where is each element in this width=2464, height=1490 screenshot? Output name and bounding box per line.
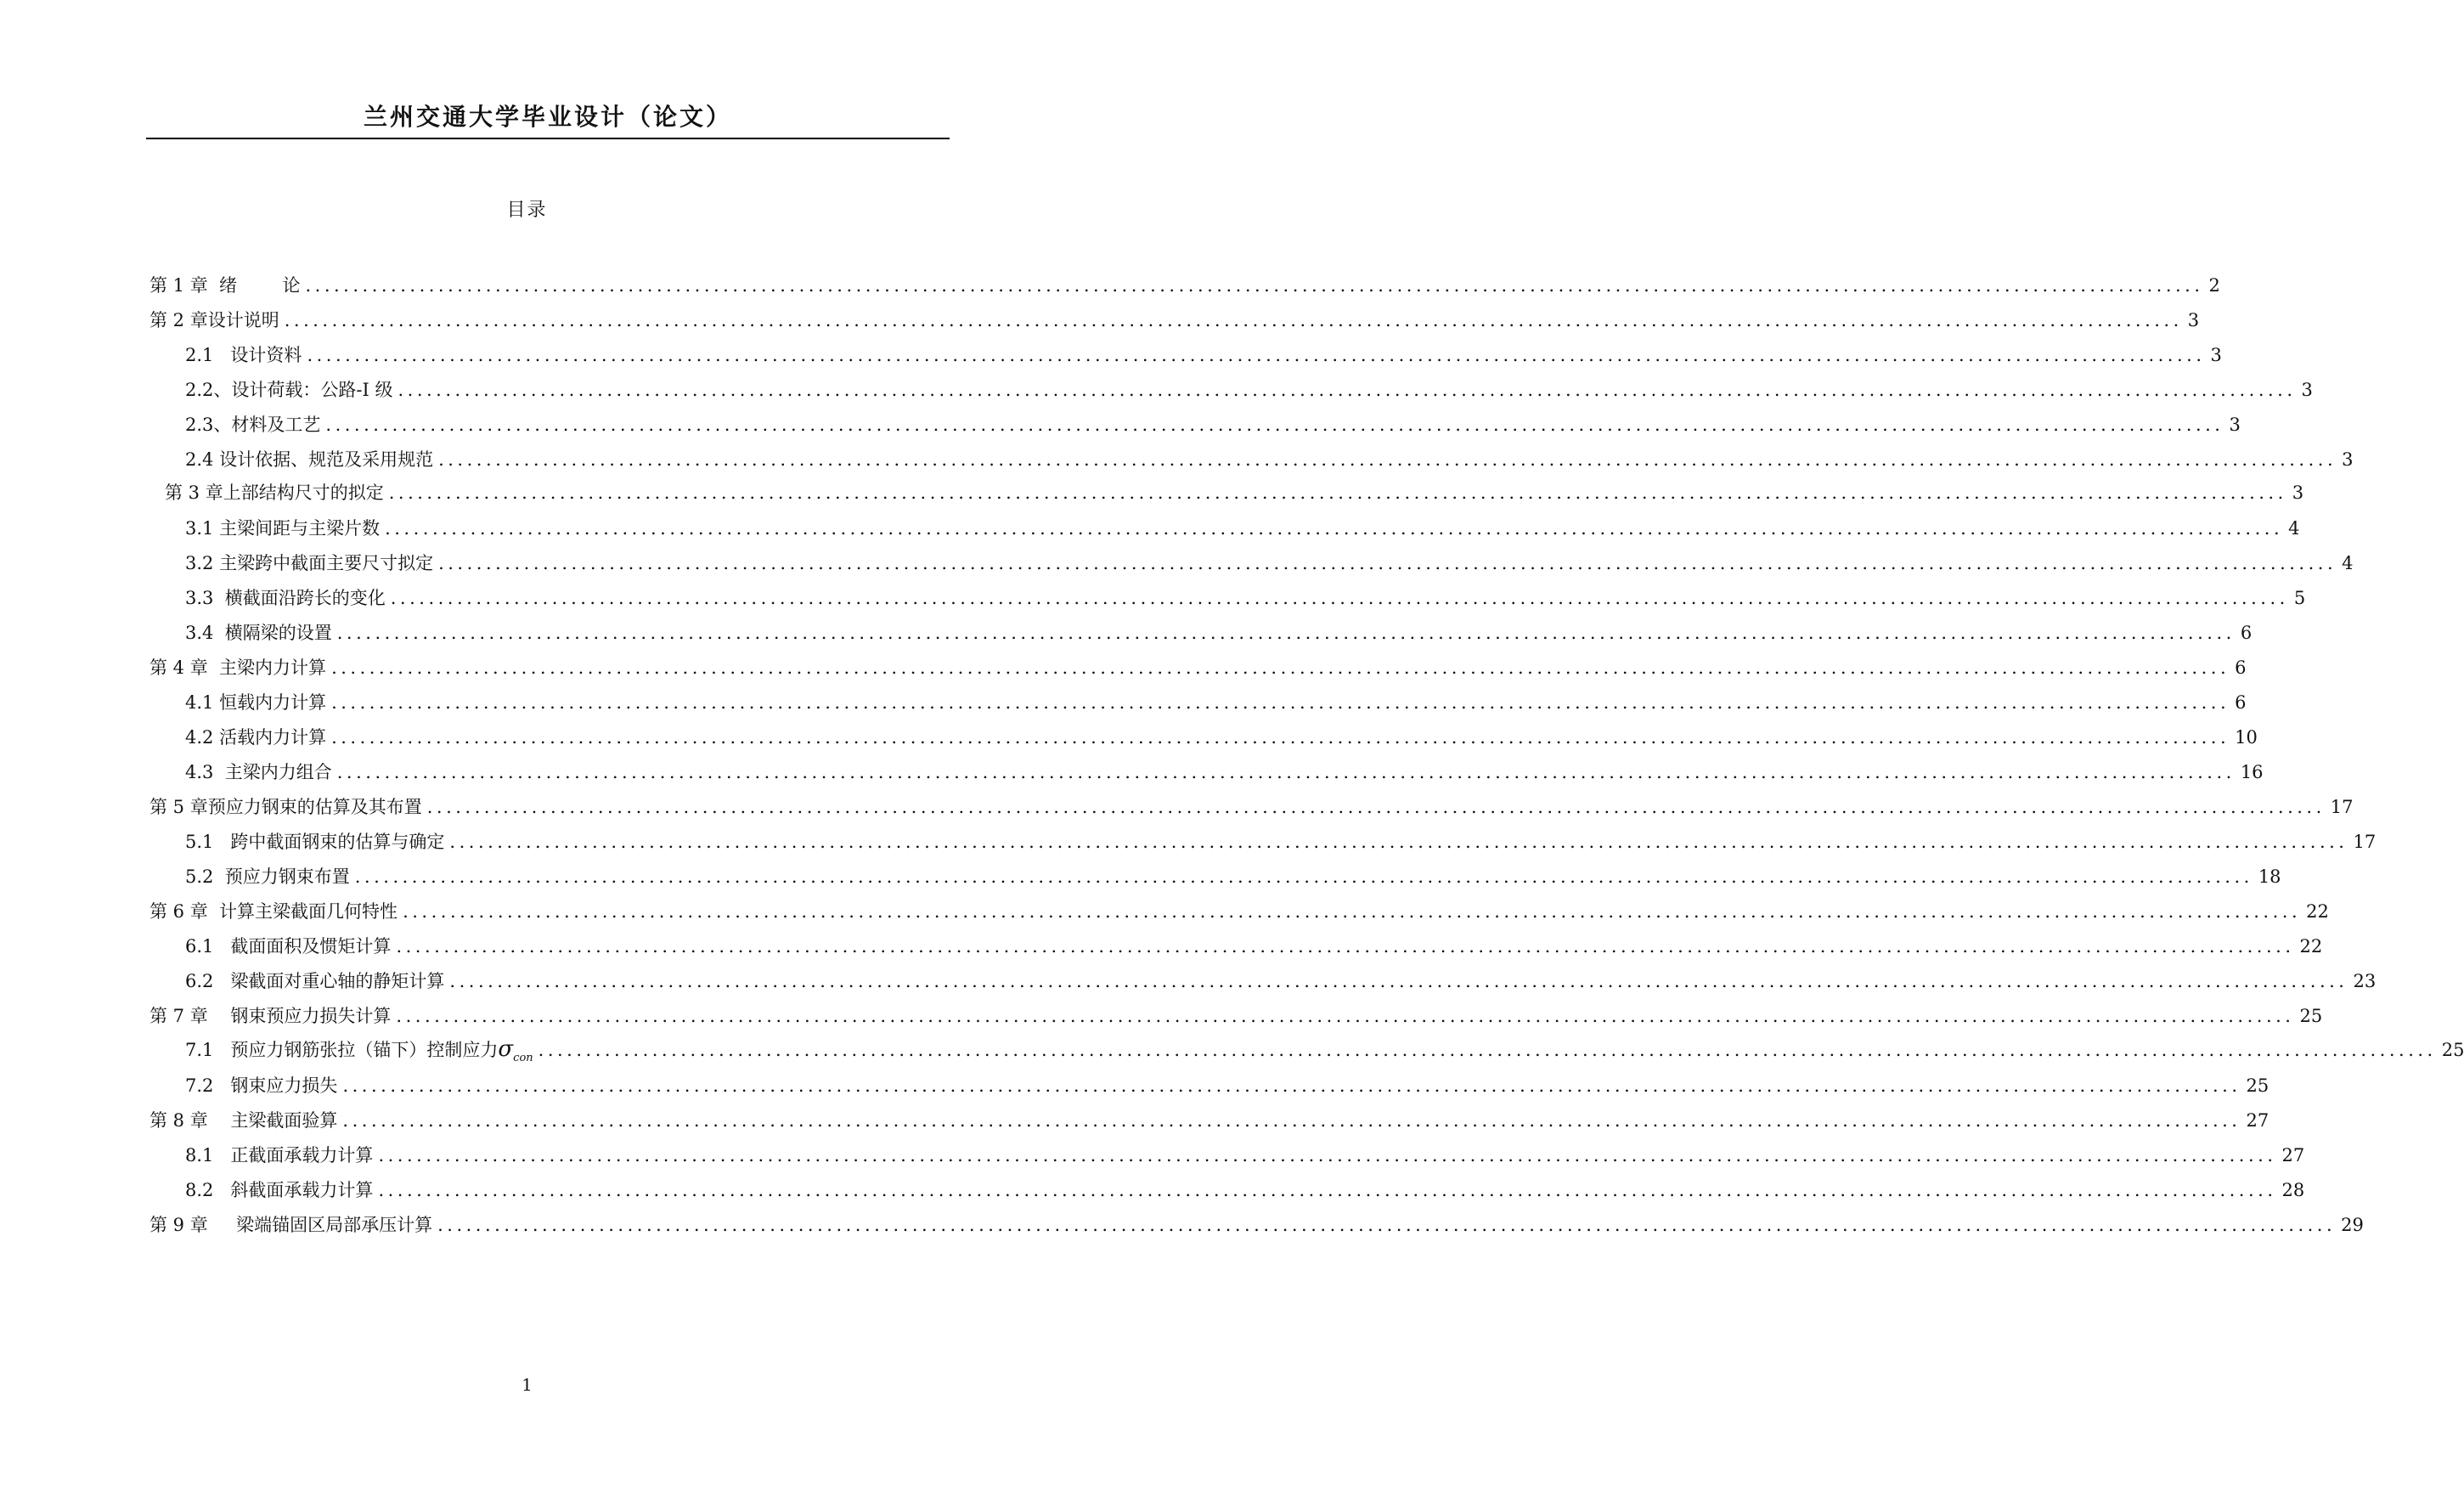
toc-leader-dots: ........................................................................................................................................................................................................	[284, 310, 2183, 330]
toc-entry-label: 8.1 正截面承载力计算	[185, 1145, 374, 1165]
toc-entry-label: 8.2 斜截面承载力计算	[185, 1180, 374, 1200]
toc-leader-dots: ........................................................................................................................................................................................................	[449, 971, 2348, 991]
toc-entry[interactable]	[185, 341, 2222, 369]
toc-entry[interactable]	[185, 376, 2313, 404]
toc-entry-label: 3.2 主梁跨中截面主要尺寸拟定	[185, 553, 434, 573]
toc-leader-dots: ........................................................................................................................................................................................................	[305, 275, 2204, 296]
toc-entry-page: 22	[2306, 901, 2329, 922]
toc-entry-label: 2.4 设计依据、规范及采用规范	[185, 449, 434, 470]
toc-entry[interactable]	[185, 515, 2300, 542]
toc-entry-page: 29	[2341, 1215, 2364, 1235]
toc-entry-label: 第 8 章 主梁截面验算	[149, 1110, 338, 1131]
sigma-con-symbol: $\sigma_{con}$	[498, 1036, 533, 1065]
toc-entry-label: 6.2 梁截面对重心轴的静矩计算	[185, 971, 445, 991]
toc-leader-dots: ........................................................................................................................................................................................................	[438, 553, 2337, 573]
toc-entry-label: 3.3 横截面沿跨长的变化	[185, 588, 386, 608]
toc-leader-dots: ........................................................................................................................................................................................................	[331, 727, 2230, 748]
toc-entry-label: 第 2 章设计说明	[149, 310, 279, 330]
toc-entry[interactable]	[149, 1107, 2269, 1134]
toc-entry[interactable]	[185, 1036, 2464, 1065]
toc-leader-dots: ........................................................................................................................................................................................................	[449, 832, 2348, 852]
toc-entry[interactable]	[185, 863, 2281, 890]
toc-entry-label: 第 1 章 绪 论	[149, 275, 301, 296]
toc-entry-label: 3.4 横隔梁的设置	[185, 623, 332, 643]
toc-entry[interactable]	[185, 1177, 2305, 1204]
toc-entry[interactable]	[149, 272, 2220, 299]
toc-entry-page: 25	[2299, 1006, 2323, 1026]
toc-entry-page: 25	[2246, 1075, 2269, 1096]
document-header-title: 兰州交通大学毕业设计（论文）	[363, 103, 732, 131]
toc-leader-dots: ........................................................................................................................................................................................................	[342, 1110, 2241, 1131]
toc-entry[interactable]	[185, 446, 2354, 473]
toc-entry-label: 6.1 截面面积及惯矩计算	[185, 936, 392, 957]
toc-leader-dots: ........................................................................................................................................................................................................	[398, 380, 2297, 400]
toc-leader-dots: ........................................................................................................................................................................................................	[390, 588, 2289, 608]
toc-entry-label: 2.1 设计资料	[185, 345, 302, 365]
toc-entry[interactable]	[185, 689, 2247, 716]
toc-entry-page: 17	[2330, 797, 2354, 817]
toc-entry[interactable]	[165, 479, 2304, 506]
toc-leader-dots: ........................................................................................................................................................................................................	[538, 1040, 2437, 1060]
toc-entry[interactable]	[149, 307, 2200, 334]
toc-entry-label: 2.2、设计荷载：公路-I 级	[185, 380, 393, 400]
toc-leader-dots: ........................................................................................................................................................................................................	[307, 345, 2206, 365]
toc-entry[interactable]	[185, 584, 2306, 612]
toc-entry[interactable]	[149, 1211, 2364, 1239]
toc-entry[interactable]	[185, 933, 2323, 960]
toc-entry[interactable]	[185, 550, 2354, 577]
toc-entry-page: 17	[2353, 832, 2377, 852]
toc-entry-page: 6	[2235, 658, 2247, 678]
toc-entry-page: 6	[2240, 623, 2253, 643]
toc-entry-label: 第 4 章 主梁内力计算	[149, 658, 327, 678]
toc-leader-dots: ........................................................................................................................................................................................................	[437, 1215, 2337, 1235]
toc-entry-page: 3	[2210, 345, 2222, 365]
toc-entry-page: 23	[2353, 971, 2377, 991]
toc-leader-dots: ........................................................................................................................................................................................................	[342, 1075, 2241, 1096]
toc-leader-dots: ........................................................................................................................................................................................................	[396, 936, 2295, 957]
toc-leader-dots: ........................................................................................................................................................................................................	[396, 1006, 2295, 1026]
toc-leader-dots: ........................................................................................................................................................................................................	[385, 518, 2284, 539]
toc-leader-dots: ........................................................................................................................................................................................................	[336, 762, 2236, 782]
toc-entry-label: 4.1 恒载内力计算	[185, 692, 327, 713]
toc-entry-page: 5	[2293, 588, 2306, 608]
toc-entry-label: 第 9 章 梁端锚固区局部承压计算	[149, 1215, 433, 1235]
toc-entry[interactable]	[185, 1142, 2305, 1169]
toc-entry[interactable]	[149, 793, 2354, 821]
toc-entry-label: 3.1 主梁间距与主梁片数	[185, 518, 381, 539]
toc-entry[interactable]	[149, 1002, 2323, 1030]
toc-entry-page: 27	[2281, 1145, 2305, 1165]
toc-entry-label: 7.1 预应力钢筋张拉（锚下）控制应力	[185, 1040, 499, 1060]
toc-entry[interactable]	[185, 759, 2264, 786]
toc-leader-dots: ........................................................................................................................................................................................................	[438, 449, 2337, 470]
toc-entry-page: 27	[2246, 1110, 2269, 1131]
toc-title: 目录	[506, 200, 548, 221]
toc-entry-label: 第 5 章预应力钢束的估算及其布置	[149, 797, 422, 817]
toc-leader-dots: ........................................................................................................................................................................................................	[354, 866, 2253, 887]
toc-entry[interactable]	[185, 968, 2377, 995]
toc-entry-page: 28	[2281, 1180, 2305, 1200]
toc-entry-label: 2.3、材料及工艺	[185, 415, 321, 435]
toc-leader-dots: ........................................................................................................................................................................................................	[336, 623, 2236, 643]
toc-entry-page: 3	[2187, 310, 2200, 330]
toc-entry-page: 4	[2342, 553, 2354, 573]
toc-entry-page: 25	[2441, 1040, 2464, 1060]
toc-leader-dots: ........................................................................................................................................................................................................	[388, 483, 2287, 503]
toc-entry[interactable]	[185, 619, 2253, 646]
toc-entry[interactable]	[149, 898, 2329, 925]
toc-entry-page: 22	[2299, 936, 2323, 957]
toc-entry-page: 2	[2208, 275, 2220, 296]
toc-leader-dots: ........................................................................................................................................................................................................	[403, 901, 2302, 922]
toc-entry-page: 3	[2292, 483, 2304, 503]
toc-entry-label: 第 6 章 计算主梁截面几何特性	[149, 901, 398, 922]
toc-leader-dots: ........................................................................................................................................................................................................	[426, 797, 2326, 817]
toc-entry-label: 5.2 预应力钢束布置	[185, 866, 350, 887]
toc-entry-page: 3	[2301, 380, 2313, 400]
toc-entry-label: 5.1 跨中截面钢束的估算与确定	[185, 832, 445, 852]
toc-entry-page: 3	[2342, 449, 2354, 470]
toc-entry-label: 7.2 钢束应力损失	[185, 1075, 338, 1096]
toc-entry[interactable]	[185, 724, 2258, 751]
toc-leader-dots: ........................................................................................................................................................................................................	[331, 658, 2230, 678]
toc-entry-page: 16	[2240, 762, 2264, 782]
toc-entry-label: 第 3 章上部结构尺寸的拟定	[165, 483, 384, 503]
toc-entry-label: 4.3 主梁内力组合	[185, 762, 332, 782]
toc-leader-dots: ........................................................................................................................................................................................................	[378, 1180, 2277, 1200]
toc-leader-dots: ........................................................................................................................................................................................................	[378, 1145, 2277, 1165]
toc-leader-dots: ........................................................................................................................................................................................................	[331, 692, 2230, 713]
toc-entry[interactable]	[185, 1072, 2269, 1099]
toc-entry[interactable]	[149, 654, 2247, 681]
header-rule	[146, 138, 950, 139]
toc-entry-page: 6	[2235, 692, 2247, 713]
toc-entry[interactable]	[185, 828, 2377, 855]
toc-entry[interactable]	[185, 411, 2241, 438]
toc-entry-page: 3	[2229, 415, 2241, 435]
toc-entry-label: 第 7 章 钢束预应力损失计算	[149, 1006, 392, 1026]
page-number: 1	[522, 1374, 533, 1395]
toc-leader-dots: ........................................................................................................................................................................................................	[325, 415, 2224, 435]
toc-entry-page: 18	[2258, 866, 2281, 887]
toc-entry-label: 4.2 活载内力计算	[185, 727, 327, 748]
toc-entry-page: 4	[2288, 518, 2300, 539]
toc-entry-page: 10	[2235, 727, 2258, 748]
